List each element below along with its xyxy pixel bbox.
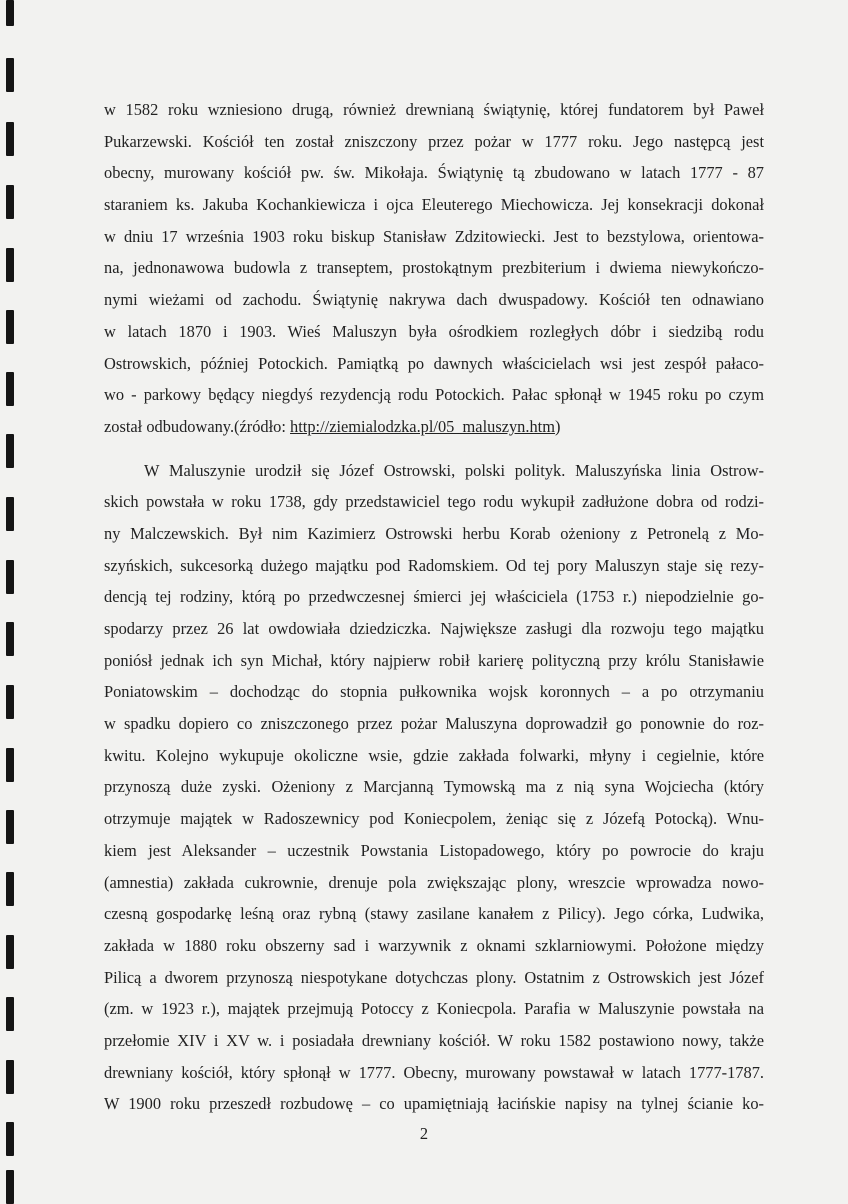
text-line: skich powstała w roku 1738, gdy przedstawiciel tego rodu wykupił zadłużone dobra od rodzi- xyxy=(104,492,764,512)
paragraph-2 xyxy=(104,455,764,1120)
source-link[interactable]: http://ziemialodzka.pl/05_maluszyn.htm xyxy=(290,416,555,436)
binding-mark xyxy=(6,185,14,219)
source-suffix: ) xyxy=(554,416,561,436)
text-line: w dniu 17 września 1903 roku biskup Stanisław Zdzitowiecki. Jest to bezstylowa, orientowa- xyxy=(104,226,764,246)
text-line: kwitu. Kolejno wykupuje okoliczne wsie, gdzie zakłada folwarki, młyny i cegielnie, które xyxy=(104,745,764,765)
text-line: obecny, murowany kościół pw. św. Mikołaja. Świątynię tą zbudowano w latach 1777 - 87 xyxy=(104,163,764,183)
text-line: przynoszą duże zyski. Ożeniony z Marcjanną Tymowską ma z nią syna Wojciecha (który xyxy=(104,777,764,797)
text-line: staraniem ks. Jakuba Kochankiewicza i ojca Eleuterego Miechowicza. Jej konsekracji dokonał xyxy=(104,195,764,215)
binding-mark xyxy=(6,1060,14,1094)
source-prefix: został odbudowany.(źródło: xyxy=(104,416,291,436)
text-line: drewniany kościół, który spłonął w 1777. Obecny, murowany powstawał w latach 1777-1787. xyxy=(104,1062,764,1082)
text-line: na, jednonawowa budowla z transeptem, prostokątnym prezbiterium i dwiema niewykończo- xyxy=(104,258,764,278)
text-line: Pukarzewski. Kościół ten został zniszczony przez pożar w 1777 roku. Jego następcą jest xyxy=(104,131,764,151)
source-line xyxy=(104,411,764,443)
text-line: spodarzy przez 26 lat owdowiała dziedziczka. Największe zasługi dla rozwoju tego majątku xyxy=(104,619,764,638)
binding-mark xyxy=(6,622,14,656)
binding-mark xyxy=(6,560,14,594)
page-number: 2 xyxy=(419,1124,429,1143)
text-line: zakłada w 1880 roku obszerny sad i warzywnik z oknami szklarniowymi. Położone między xyxy=(104,935,764,955)
binding-mark xyxy=(6,685,14,719)
text-line: Pilicą a dworem przynoszą niespotykane dotychczas plony. Ostatnim z Ostrowskich jest Józef xyxy=(104,967,764,987)
binding-marks xyxy=(6,0,16,1199)
binding-mark xyxy=(6,434,14,468)
binding-mark xyxy=(6,497,14,531)
text-line: (zm. w 1923 r.), majątek przejmują Potoccy z Koniecpola. Parafia w Maluszynie powstała na xyxy=(104,999,764,1019)
text-line: wo - parkowy będący niegdyś rezydencją rodu Potockich. Pałac spłonął w 1945 roku po czym xyxy=(104,385,764,405)
text-line: Ostrowskich, później Potockich. Pamiątką po dawnych właścicielach wsi jest zespół pałaco- xyxy=(104,353,764,373)
text-line: w 1582 roku wzniesiono drugą, również drewnianą świątynię, której fundatorem był Paweł xyxy=(104,100,764,119)
text-line: kiem jest Aleksander – uczestnik Powstania Listopadowego, który po powrocie do kraju xyxy=(104,840,764,860)
text-line: Poniatowskim – dochodząc do stopnia pułkownika wojsk koronnych – a po otrzymaniu xyxy=(104,682,764,702)
binding-mark xyxy=(6,810,14,844)
binding-mark xyxy=(6,58,14,92)
text-line: W Maluszynie urodził się Józef Ostrowski, polski polityk. Maluszyńska linia Ostrow- xyxy=(144,460,764,480)
text-line: (amnestia) zakłada cukrownie, drenuje pola zwiększając plony, wreszcie wprowadza nowo- xyxy=(104,872,764,892)
binding-mark xyxy=(6,997,14,1031)
binding-mark xyxy=(6,310,14,344)
text-line: szyńskich, sukcesorką dużego majątku pod Radomskiem. Od tej pory Maluszyn staje się rezy- xyxy=(104,555,764,575)
text-line: W 1900 roku przeszedł rozbudowę – co upamiętniają łacińskie napisy na tylnej ścianie ko- xyxy=(104,1094,764,1114)
binding-mark xyxy=(6,0,14,26)
text-line: w latach 1870 i 1903. Wieś Maluszyn była ośrodkiem rozległych dóbr i siedzibą rodu xyxy=(104,321,764,341)
binding-mark xyxy=(6,248,14,282)
paragraph-gap xyxy=(104,443,764,455)
text-line: ny Malczewskich. Był nim Kazimierz Ostrowski herbu Korab ożeniony z Petronelą z Mo- xyxy=(104,523,764,543)
binding-mark xyxy=(6,935,14,969)
text-line: w spadku dopiero co zniszczonego przez pożar Maluszyna doprowadził go ponownie do roz- xyxy=(104,714,764,734)
text-line: dencją tej rodziny, którą po przedwczesnej śmierci jej właściciela (1753 r.) niepodzielnie go- xyxy=(104,587,764,607)
binding-mark xyxy=(6,372,14,406)
document-body xyxy=(104,94,764,1120)
binding-mark xyxy=(6,748,14,782)
binding-mark xyxy=(6,872,14,906)
binding-mark xyxy=(6,122,14,156)
text-line: przełomie XIV i XV w. i posiadała drewniany kościół. W roku 1582 postawiono nowy, także xyxy=(104,1030,764,1050)
text-line: poniósł jednak ich syn Michał, który najpierw robił karierę polityczną przy królu Stanisławie xyxy=(104,650,764,670)
text-line: czesną gospodarkę leśną oraz rybną (stawy zasilane kanałem z Pilicy). Jego córka, Ludwika, xyxy=(104,904,764,924)
text-line: nymi wieżami od zachodu. Świątynię nakrywa dach dwuspadowy. Kościół ten odnawiano xyxy=(104,290,764,310)
paragraph-1 xyxy=(104,94,764,443)
text-line: otrzymuje majątek w Radoszewnicy pod Koniecpolem, żeniąc się z Józefą Potocką). Wnu- xyxy=(104,809,764,829)
